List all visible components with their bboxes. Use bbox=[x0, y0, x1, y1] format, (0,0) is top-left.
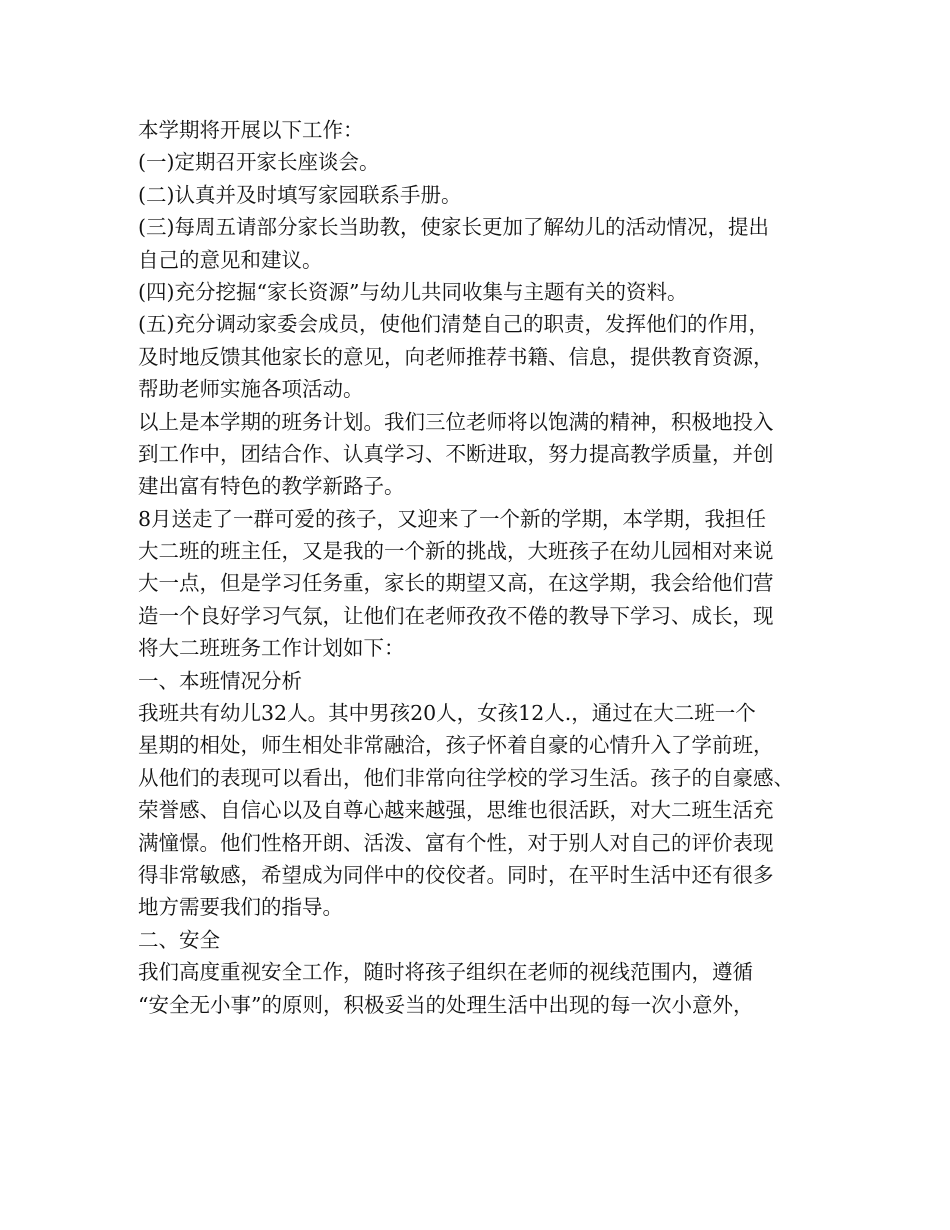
text-line: 荣誉感、自信心以及自尊心越来越强，思维也很活跃，对大二班生活充 bbox=[138, 798, 774, 823]
text-line: 及时地反馈其他家长的意见，向老师推荐书籍、信息，提供教育资源， bbox=[138, 344, 774, 369]
text-line: 到工作中，团结合作、认真学习、不断进取，努力提高教学质量，并创 bbox=[138, 441, 774, 466]
section-heading: 二、安全 bbox=[138, 927, 220, 952]
text-line: 我班共有幼儿32人。其中男孩20人，女孩12人.，通过在大二班一个 bbox=[138, 701, 756, 726]
text-line: (二)认真并及时填写家园联系手册。 bbox=[138, 182, 462, 207]
text-line: 造一个良好学习气氛，让他们在老师孜孜不倦的教导下学习、成长，现 bbox=[138, 603, 774, 628]
text-line: 自己的意见和建议。 bbox=[138, 247, 323, 272]
text-line: 从他们的表现可以看出，他们非常向往学校的学习生活。孩子的自豪感、 bbox=[138, 765, 794, 790]
text-line: 建出富有特色的教学新路子。 bbox=[138, 474, 405, 499]
section-heading: 一、本班情况分析 bbox=[138, 668, 302, 693]
text-line: 得非常敏感，希望成为同伴中的佼佼者。同时，在平时生活中还有很多 bbox=[138, 862, 774, 887]
text-line: 以上是本学期的班务计划。我们三位老师将以饱满的精神，积极地投入 bbox=[138, 409, 774, 434]
text-line: (一)定期召开家长座谈会。 bbox=[138, 150, 380, 175]
text-line: 帮助老师实施各项活动。 bbox=[138, 377, 364, 402]
document-body bbox=[138, 114, 838, 1021]
text-line: (五)充分调动家委会成员，使他们清楚自己的职责，发挥他们的作用， bbox=[138, 312, 769, 337]
text-line: 星期的相处，师生相处非常融洽，孩子怀着自豪的心情升入了学前班， bbox=[138, 733, 774, 758]
text-line: (四)充分挖掘“家长资源”与幼儿共同收集与主题有关的资料。 bbox=[138, 279, 688, 304]
text-line: 大一点，但是学习任务重，家长的期望又高，在这学期，我会给他们营 bbox=[138, 571, 774, 596]
text-line: 8月送走了一群可爱的孩子，又迎来了一个新的学期，本学期，我担任 bbox=[138, 506, 767, 531]
text-line: 将大二班班务工作计划如下： bbox=[138, 636, 405, 661]
text-line: 大二班的班主任，又是我的一个新的挑战，大班孩子在幼儿园相对来说 bbox=[138, 539, 774, 564]
text-line: 本学期将开展以下工作： bbox=[138, 118, 364, 142]
text-line: “安全无小事”的原则，积极妥当的处理生活中出现的每一次小意外， bbox=[138, 992, 754, 1017]
text-line: 地方需要我们的指导。 bbox=[138, 895, 343, 920]
text-line: (三)每周五请部分家长当助教，使家长更加了解幼儿的活动情况，提出 bbox=[138, 215, 769, 240]
text-line: 满憧憬。他们性格开朗、活泼、富有个性，对于别人对自己的评价表现 bbox=[138, 830, 774, 855]
text-line: 我们高度重视安全工作，随时将孩子组织在老师的视线范围内，遵循 bbox=[138, 960, 753, 985]
